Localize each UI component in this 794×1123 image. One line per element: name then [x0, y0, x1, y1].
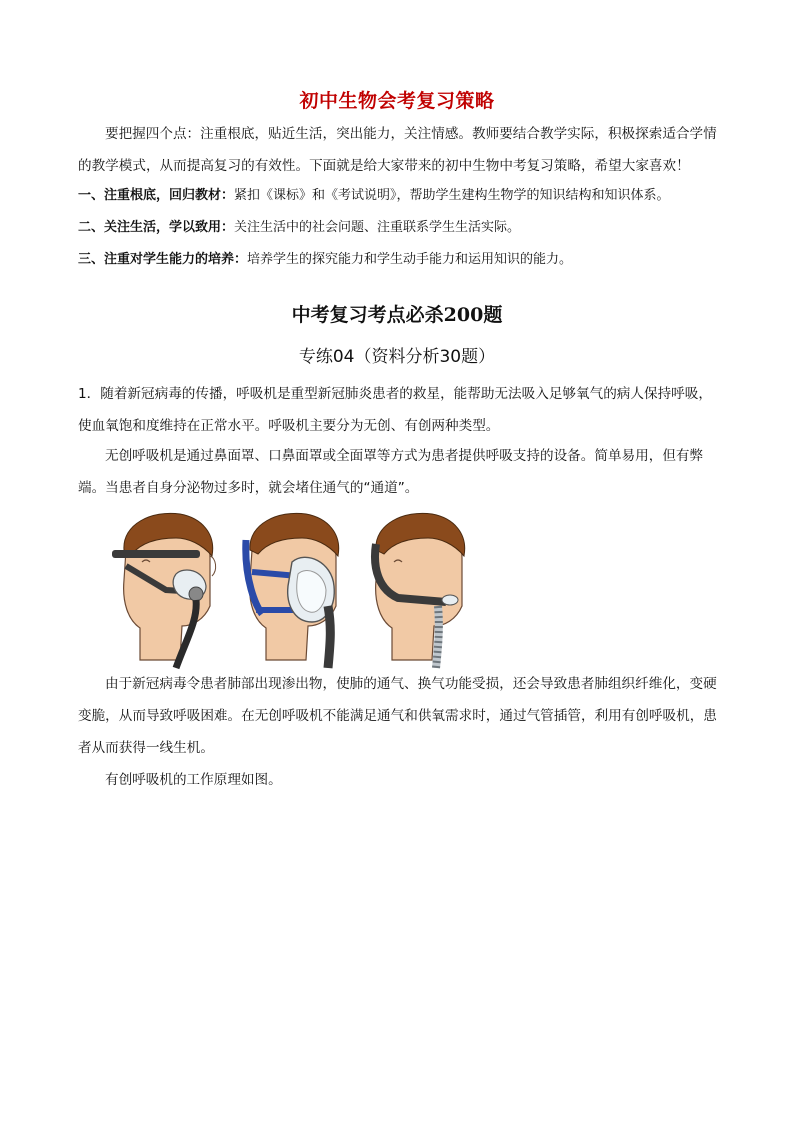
head-nasal-mask — [112, 513, 216, 668]
head-nasal-pillow-mask — [375, 513, 465, 668]
strategy-item: 一、注重根底，回归教材：紧扣《课标》和《考试说明》，帮助学生建构生物学的知识结构和知识体系。 — [78, 188, 670, 203]
strategy-item: 三、注重对学生能力的培养：培养学生的探究能力和学生动手能力和运用知识的能力。 — [78, 252, 573, 267]
page-title: 初中生物会考复习策略 — [299, 90, 495, 112]
intro-paragraph: 要把握四个点：注重根底，贴近生活，突出能力，关注情感。教师要结合教学实际，积极探索适合学情的教学模式，从而提高复习的有效性。下面就是给大家带来的初中生物中考复习策略，希望大家喜欢！ — [78, 126, 717, 174]
invasive-paragraph: 有创呼吸机的工作原理如图。 — [105, 772, 282, 788]
ventilator-masks-illustration — [106, 510, 466, 670]
question-intro: 1．随着新冠病毒的传播，呼吸机是重型新冠肺炎患者的救星，能帮助无法吸入足够氧气的病人保持呼吸，使血氧饱和度维持在正常水平。呼吸机主要分为无创、有创两种类型。 — [78, 386, 712, 434]
strategy-item: 二、关注生活，学以致用：关注生活中的社会问题、注重联系学生生活实际。 — [78, 220, 521, 235]
covid-paragraph: 由于新冠病毒令患者肺部出现渗出物，使肺的通气、换气功能受损，还会导致患者肺组织纤维化，变硬变脆，从而导致呼吸困难。在无创呼吸机不能满足通气和供氧需求时，通过气管插管，利用有创呼吸机，患者从而获得一线生机。 — [78, 676, 717, 756]
section-subtitle: 专练04（资料分析30题） — [298, 347, 496, 367]
section-title: 中考复习考点必杀200题 — [291, 304, 503, 326]
noninvasive-paragraph: 无创呼吸机是通过鼻面罩、口鼻面罩或全面罩等方式为患者提供呼吸支持的设备。简单易用，但有弊端。当患者自身分泌物过多时，就会堵住通气的“通道”。 — [78, 448, 704, 496]
head-fullface-mask — [246, 513, 339, 668]
